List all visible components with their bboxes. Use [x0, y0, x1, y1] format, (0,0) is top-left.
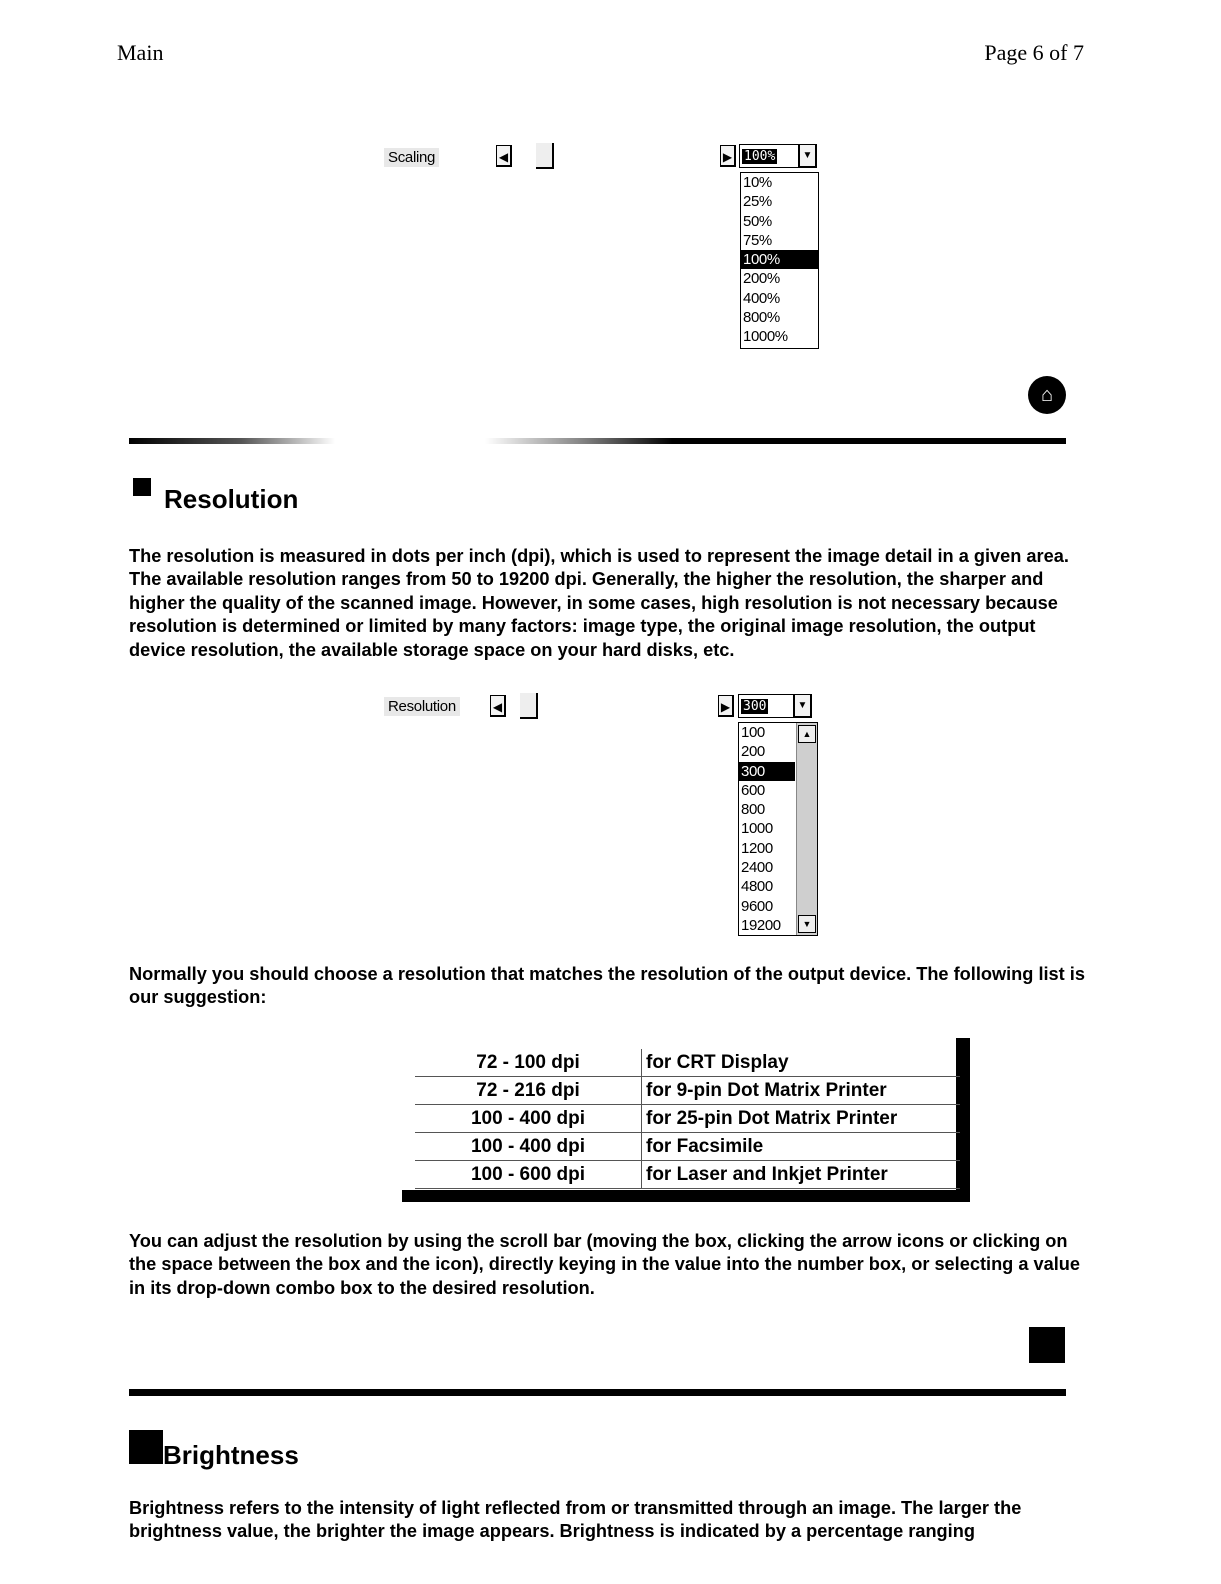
device-use: for CRT Display — [642, 1049, 961, 1077]
resolution-option-selected[interactable]: 300 — [739, 762, 795, 781]
section-divider — [129, 438, 1066, 444]
resolution-para-3: You can adjust the resolution by using the scroll bar (moving the box, clicking the arrow icons or clicking on the space between the box and the icon), directly keying in the value into the number box, or selecting a value in its drop-down combo box to the desired resolution. — [129, 1231, 1081, 1298]
table-row — [415, 1049, 960, 1077]
device-use: for Facsimile — [642, 1133, 961, 1161]
brightness-title: Brightness — [163, 1440, 299, 1470]
scroll-up-icon[interactable]: ▲ — [798, 725, 816, 743]
resolution-option[interactable]: 19200 — [741, 916, 781, 934]
header-left: Main — [117, 40, 164, 65]
scaling-option[interactable]: 10% — [743, 174, 772, 191]
resolution-option[interactable]: 1000 — [741, 820, 773, 838]
page-number: Page 6 of 7 — [984, 40, 1084, 65]
dpi-suggestion-table — [415, 1049, 960, 1189]
section-bullet-icon — [133, 478, 151, 496]
resolution-option[interactable]: 2400 — [741, 859, 773, 877]
section-bullet-icon — [129, 1430, 163, 1464]
table-row — [415, 1077, 960, 1105]
scaling-option-selected[interactable]: 100% — [741, 250, 818, 269]
resolution-option[interactable]: 200 — [741, 743, 765, 761]
scaling-option[interactable]: 50% — [743, 212, 772, 230]
device-use: for 25-pin Dot Matrix Printer — [642, 1105, 961, 1133]
resolution-option[interactable]: 800 — [741, 801, 765, 819]
resolution-left-arrow-icon[interactable]: ◀ — [490, 695, 506, 717]
table-row — [415, 1105, 960, 1133]
scaling-label: Scaling — [384, 148, 439, 167]
table-row — [415, 1133, 960, 1161]
resolution-option[interactable]: 600 — [741, 781, 765, 799]
scaling-dropdown-list — [740, 172, 819, 349]
device-use: for Laser and Inkjet Printer — [642, 1161, 961, 1189]
resolution-option[interactable]: 100 — [741, 724, 765, 741]
scaling-option[interactable]: 200% — [743, 270, 780, 288]
scaling-option[interactable]: 400% — [743, 289, 780, 307]
scaling-right-arrow-icon[interactable]: ▶ — [720, 145, 736, 167]
dpi-range: 100 - 400 dpi — [415, 1105, 642, 1133]
resolution-option[interactable]: 4800 — [741, 878, 773, 896]
dpi-range: 100 - 400 dpi — [415, 1133, 642, 1161]
device-use: for 9-pin Dot Matrix Printer — [642, 1077, 961, 1105]
scaling-dropdown-icon[interactable]: ▼ — [799, 144, 817, 168]
scaling-option[interactable]: 75% — [743, 231, 772, 249]
scaling-left-arrow-icon[interactable]: ◀ — [496, 145, 512, 167]
table-shadow — [402, 1190, 970, 1202]
scaling-option[interactable]: 1000% — [743, 328, 788, 346]
scaling-combo-value: 100% — [744, 149, 776, 164]
scaling-slider-thumb[interactable] — [536, 143, 554, 169]
scroll-down-icon[interactable]: ▼ — [798, 915, 816, 933]
resolution-slider-thumb[interactable] — [520, 693, 538, 719]
scaling-combo-input[interactable] — [739, 144, 799, 168]
brightness-para-1: Brightness refers to the intensity of light reflected from or transmitted through an image. The larger the brightness value, the brighter the image appears. Brightness is indicated by a percentage ranging — [129, 1498, 1022, 1542]
resolution-label: Resolution — [384, 697, 460, 716]
section-divider — [129, 1389, 1066, 1396]
resolution-option[interactable]: 1200 — [741, 839, 773, 857]
resolution-para-1: The resolution is measured in dots per inch (dpi), which is used to represent the image detail in a given area. The available resolution ranges from 50 to 19200 dpi. Generally, the higher the resolution, the sharper and higher the quality of the scanned image. However, in some cases, high resolution is not necessary because resolution is determined or limited by many factors: image type, the original image resolution, the output device resolution, the available storage space on your hard disks, etc. — [129, 546, 1069, 660]
scaling-option[interactable]: 25% — [743, 193, 772, 211]
scaling-option[interactable]: 800% — [743, 309, 780, 327]
resolution-combo-input[interactable] — [738, 694, 794, 718]
resolution-title: Resolution — [164, 484, 299, 514]
top-link-icon[interactable] — [1029, 1327, 1065, 1363]
resolution-option[interactable]: 9600 — [741, 897, 773, 915]
resolution-dropdown-icon[interactable]: ▼ — [794, 694, 812, 718]
resolution-dropdown-list — [738, 722, 818, 936]
dpi-range: 72 - 100 dpi — [415, 1049, 642, 1077]
dpi-range: 100 - 600 dpi — [415, 1161, 642, 1189]
home-icon[interactable]: ⌂ — [1028, 376, 1066, 414]
resolution-combo-value: 300 — [743, 699, 767, 714]
dpi-range: 72 - 216 dpi — [415, 1077, 642, 1105]
table-row — [415, 1161, 960, 1189]
resolution-dropdown-scrollbar[interactable] — [796, 723, 817, 935]
resolution-right-arrow-icon[interactable]: ▶ — [718, 695, 734, 717]
resolution-para-2: Normally you should choose a resolution that matches the resolution of the output device. The following list is our suggestion: — [129, 964, 1085, 1008]
